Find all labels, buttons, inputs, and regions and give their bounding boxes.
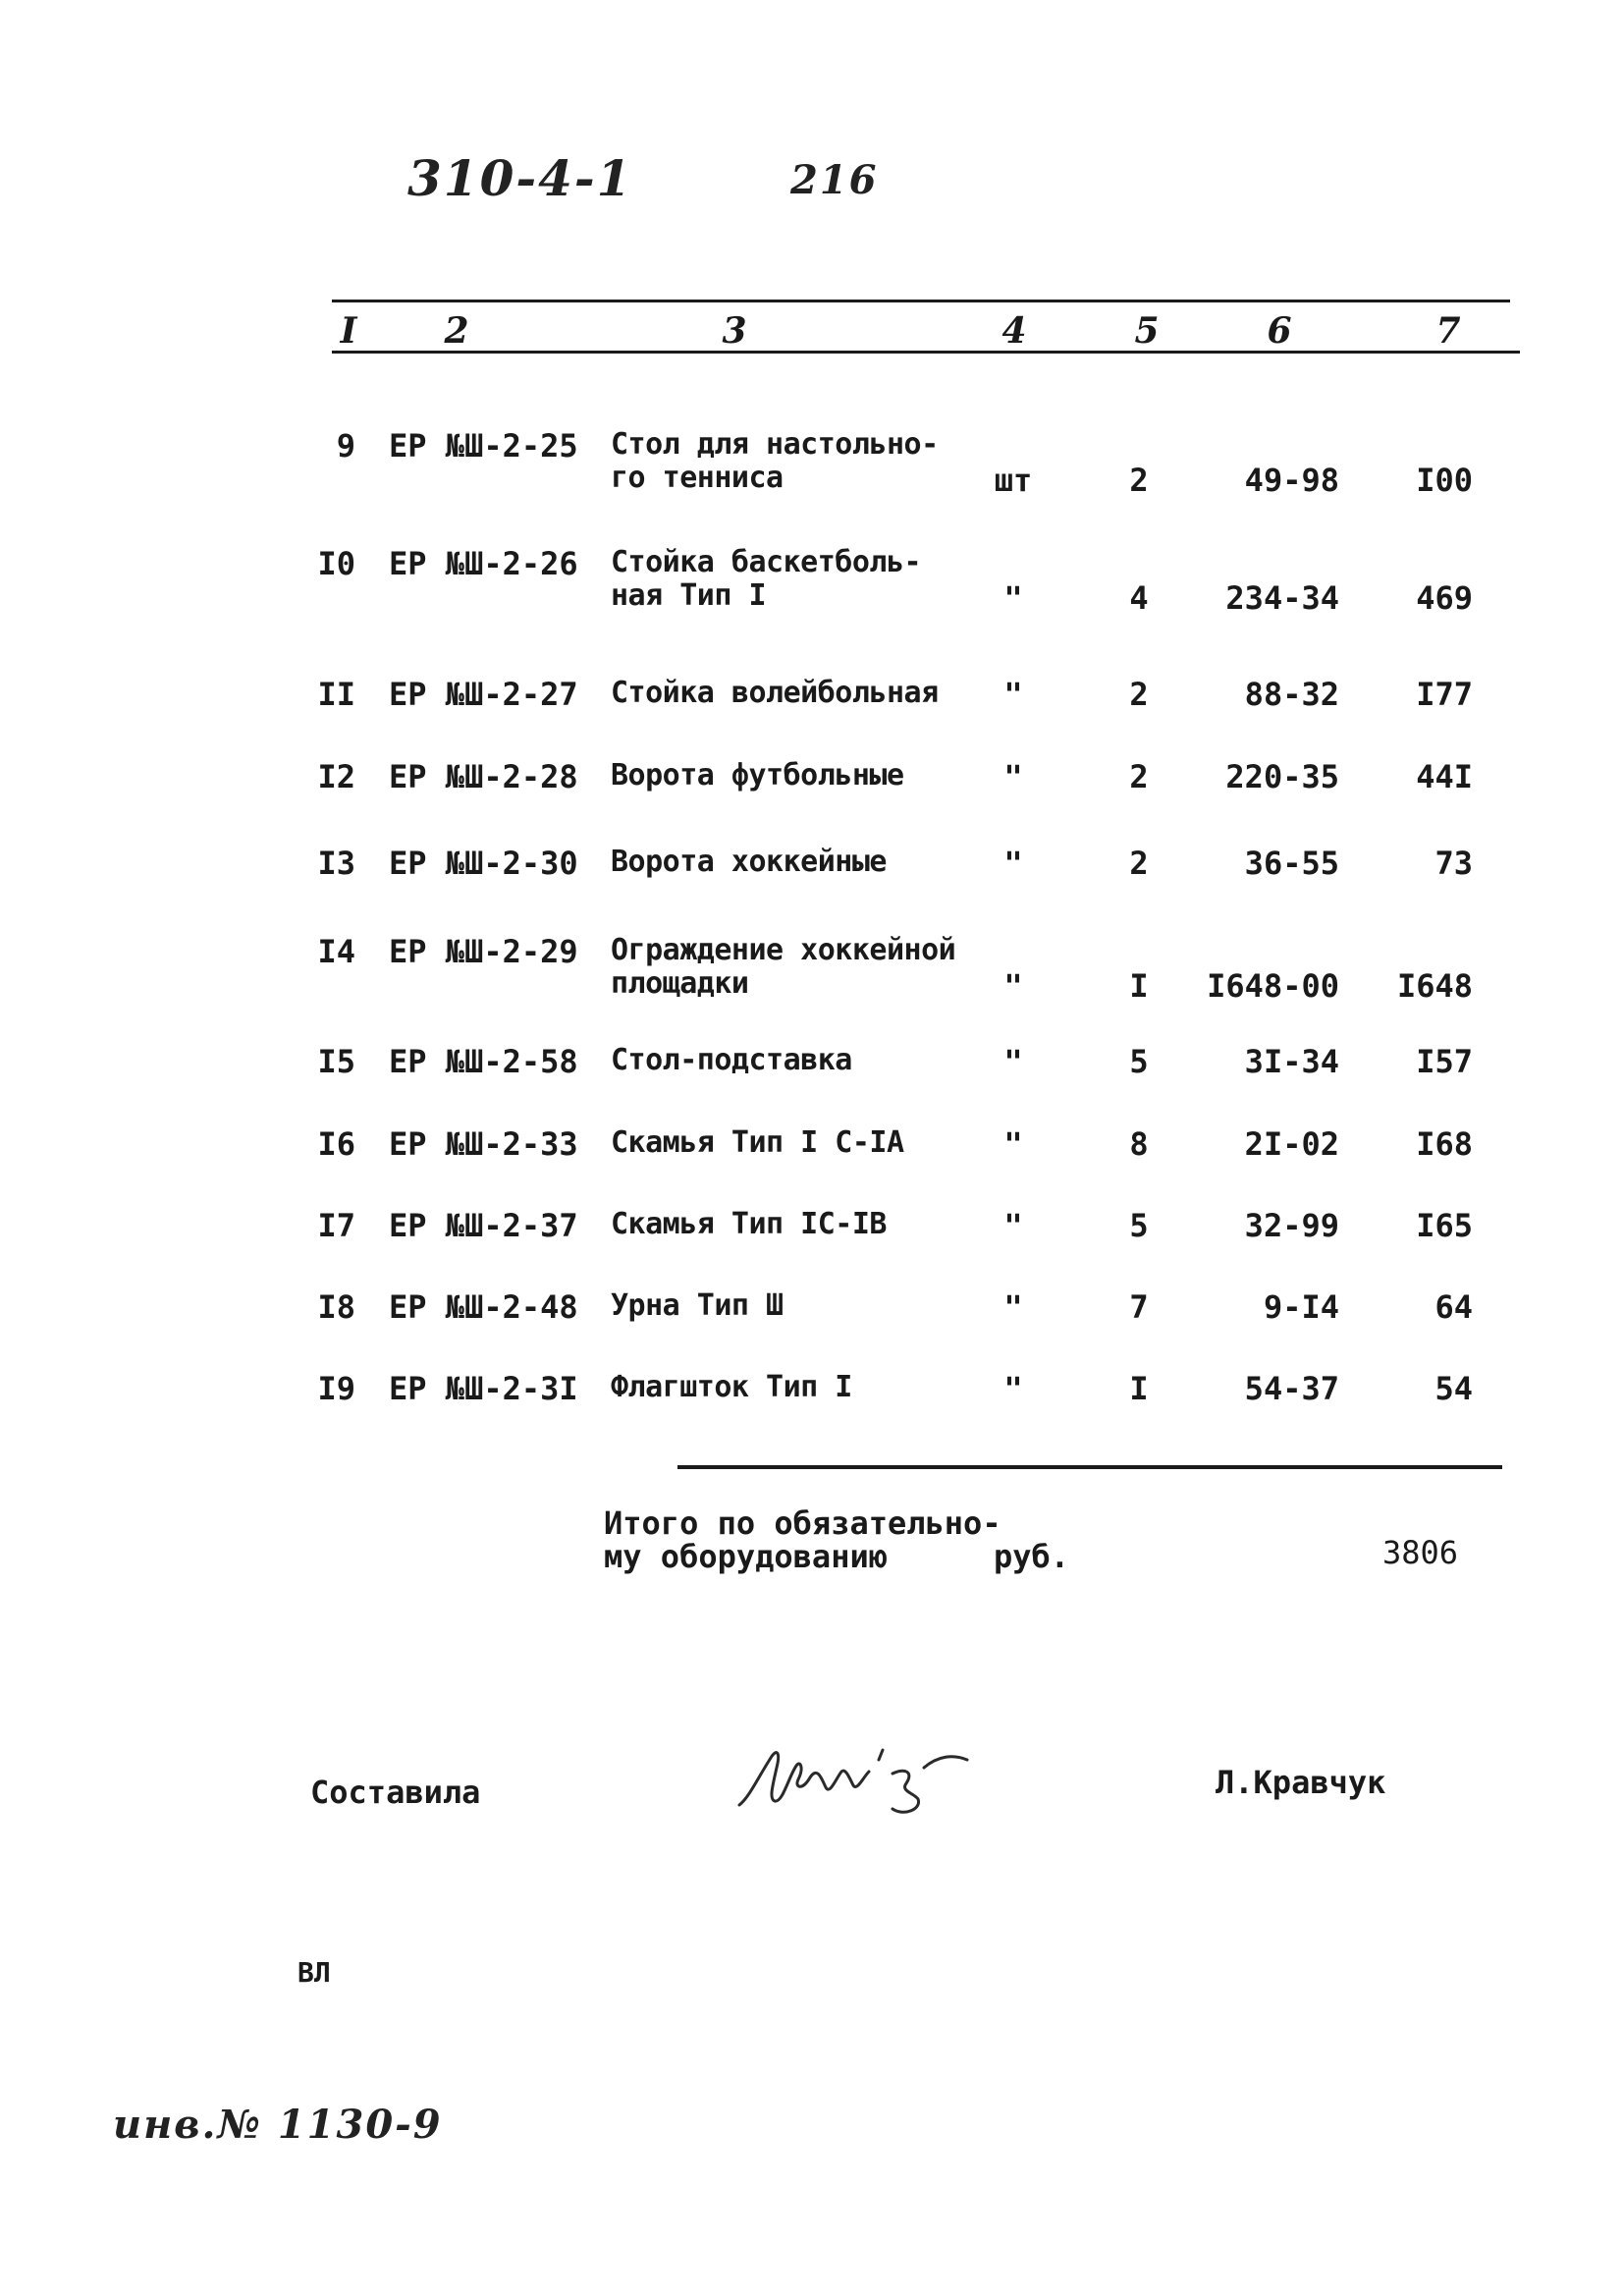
total-unit: руб.	[994, 1538, 1070, 1575]
item-name-line-1: Скамья Тип IС-IВ	[611, 1207, 887, 1241]
total-cost: I68	[1416, 1125, 1473, 1163]
unit-price: 88-32	[1244, 676, 1339, 713]
page-number: 216	[790, 157, 879, 203]
unit-price: 49-98	[1244, 462, 1339, 499]
catalog-code: ЕР №Ш-2-3I	[389, 1370, 578, 1407]
total-label-line-2: му оборудованию	[604, 1538, 888, 1575]
quantity: 7	[1129, 1288, 1149, 1326]
catalog-code: ЕР №Ш-2-29	[389, 933, 578, 970]
quantity: 5	[1129, 1043, 1149, 1080]
table-header-rule	[332, 351, 1520, 354]
quantity: 8	[1129, 1125, 1149, 1163]
total-cost: 469	[1416, 579, 1473, 617]
item-name-line-2: ная Тип I	[611, 578, 767, 613]
row-number: I9	[317, 1370, 355, 1407]
total-cost: I648	[1396, 967, 1473, 1005]
total-cost: I77	[1416, 676, 1473, 713]
item-name-line-1: Флагшток Тип I	[611, 1370, 852, 1404]
catalog-code: ЕР №Ш-2-48	[389, 1288, 578, 1326]
unit: "	[1003, 579, 1023, 617]
total-cost: I65	[1416, 1207, 1473, 1244]
catalog-code: ЕР №Ш-2-30	[389, 845, 578, 882]
row-number: I6	[317, 1125, 355, 1163]
unit-price: 32-99	[1244, 1207, 1339, 1244]
unit: "	[1003, 1043, 1023, 1080]
catalog-code: ЕР №Ш-2-28	[389, 758, 578, 795]
column-header: 7	[1435, 310, 1461, 352]
quantity: 2	[1129, 845, 1149, 882]
unit-price: I648-00	[1207, 967, 1339, 1005]
column-header: 2	[444, 310, 469, 352]
column-header: 3	[722, 310, 747, 352]
row-number: I7	[317, 1207, 355, 1244]
item-name-line-1: Стол для настольно-	[611, 427, 939, 462]
quantity: I	[1129, 1370, 1149, 1407]
unit: шт	[994, 462, 1033, 499]
total-label-line-1: Итого по обязательно-	[604, 1504, 1001, 1542]
row-number: I3	[317, 845, 355, 882]
unit-price: 54-37	[1244, 1370, 1339, 1407]
quantity: 2	[1129, 462, 1149, 499]
unit: "	[1003, 758, 1023, 795]
row-number: I2	[317, 758, 355, 795]
unit: "	[1003, 845, 1023, 882]
unit: "	[1003, 1288, 1023, 1326]
total-cost: 73	[1434, 845, 1473, 882]
row-number: I0	[317, 545, 355, 582]
total-value: 3806	[1382, 1534, 1459, 1571]
unit: "	[1003, 1370, 1023, 1407]
item-name-line-1: Стойка баскетболь-	[611, 545, 922, 579]
unit: "	[1003, 1207, 1023, 1244]
table-top-rule	[332, 300, 1510, 302]
item-name-line-2: го тенниса	[611, 461, 784, 495]
quantity: I	[1129, 967, 1149, 1005]
quantity: 5	[1129, 1207, 1149, 1244]
catalog-code: ЕР №Ш-2-58	[389, 1043, 578, 1080]
total-rule	[677, 1465, 1502, 1469]
item-name-line-1: Урна Тип Ш	[611, 1288, 784, 1323]
unit-price: 3I-34	[1244, 1043, 1339, 1080]
signer-name: Л.Кравчук	[1216, 1764, 1386, 1801]
column-header: 6	[1267, 310, 1292, 352]
catalog-code: ЕР №Ш-2-26	[389, 545, 578, 582]
compiled-by-label: Составила	[310, 1774, 481, 1811]
item-name-line-1: Скамья Тип I С-IА	[611, 1125, 904, 1160]
quantity: 2	[1129, 676, 1149, 713]
signature-stroke	[731, 1728, 977, 1822]
row-number: I4	[317, 933, 355, 970]
unit-price: 220-35	[1225, 758, 1339, 795]
catalog-code: ЕР №Ш-2-25	[389, 427, 578, 465]
item-name-line-1: Ограждение хоккейной	[611, 933, 956, 967]
row-number: I5	[317, 1043, 355, 1080]
unit-price: 36-55	[1244, 845, 1339, 882]
item-name-line-2: площадки	[611, 966, 749, 1001]
item-name-line-1: Ворота хоккейные	[611, 845, 887, 879]
initials: ВЛ	[298, 1956, 331, 1989]
signature	[731, 1728, 977, 1826]
item-name-line-1: Стойка волейбольная	[611, 676, 939, 710]
inventory-number: инв.№ 1130-9	[113, 2102, 443, 2148]
row-number: I8	[317, 1288, 355, 1326]
unit: "	[1003, 676, 1023, 713]
row-number: II	[317, 676, 355, 713]
unit-price: 9-I4	[1263, 1288, 1339, 1326]
row-number: 9	[336, 427, 355, 465]
document-code: 310-4-1	[407, 149, 633, 207]
quantity: 4	[1129, 579, 1149, 617]
unit: "	[1003, 1125, 1023, 1163]
total-cost: I00	[1416, 462, 1473, 499]
catalog-code: ЕР №Ш-2-27	[389, 676, 578, 713]
catalog-code: ЕР №Ш-2-33	[389, 1125, 578, 1163]
column-header: 4	[1001, 310, 1027, 352]
column-header: 5	[1134, 310, 1160, 352]
column-header: I	[340, 310, 357, 352]
catalog-code: ЕР №Ш-2-37	[389, 1207, 578, 1244]
unit-price: 234-34	[1225, 579, 1339, 617]
unit-price: 2I-02	[1244, 1125, 1339, 1163]
item-name-line-1: Стол-подставка	[611, 1043, 852, 1077]
total-cost: I57	[1416, 1043, 1473, 1080]
quantity: 2	[1129, 758, 1149, 795]
total-cost: 54	[1434, 1370, 1473, 1407]
item-name-line-1: Ворота футбольные	[611, 758, 904, 793]
unit: "	[1003, 967, 1023, 1005]
total-cost: 44I	[1416, 758, 1473, 795]
total-cost: 64	[1434, 1288, 1473, 1326]
